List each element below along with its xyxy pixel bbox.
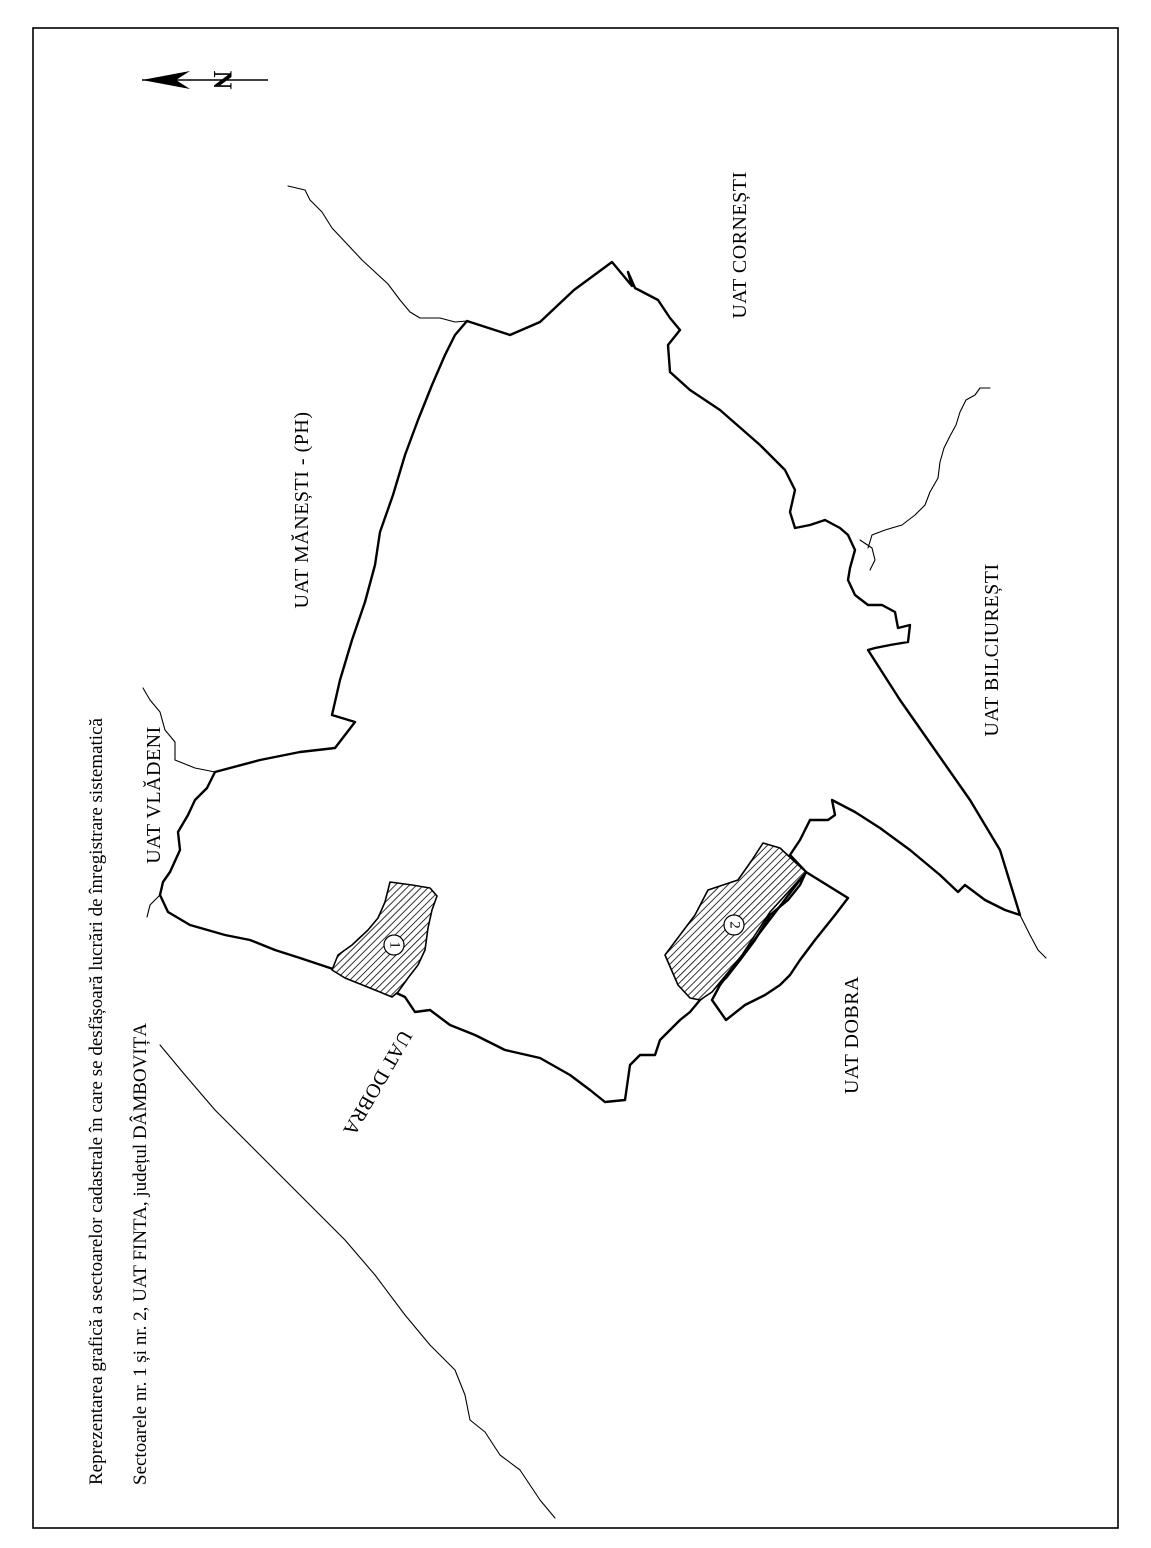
label-uat-manesti: UAT MĂNEȘTI - (PH) bbox=[291, 411, 313, 609]
label-uat-dobra-east: UAT DOBRA bbox=[841, 975, 863, 1095]
sector-2-number: 2 bbox=[726, 921, 743, 929]
map-title-line1: Reprezentarea grafică a sectoarelor cadastrale în care se desfășoară lucrări de înregistrare sistematică bbox=[86, 718, 107, 1485]
uat-finta-boundary bbox=[160, 262, 1020, 1102]
label-uat-bilciuresti: UAT BILCIUREȘTI bbox=[981, 563, 1003, 737]
label-uat-cornesti: UAT CORNEȘTI bbox=[729, 171, 751, 319]
sector-1-area[interactable] bbox=[332, 882, 437, 997]
north-label: N bbox=[208, 70, 238, 90]
boundary-line-dobra-start bbox=[147, 895, 160, 917]
river-line-northeast bbox=[868, 388, 990, 548]
label-uat-dobra-west: UAT DOBRA bbox=[338, 1026, 417, 1140]
label-uat-vladeni: UAT VLĂDENI bbox=[143, 726, 165, 864]
sector-1-number: 1 bbox=[386, 941, 403, 949]
north-arrow-icon bbox=[142, 71, 268, 90]
boundary-line-manesti bbox=[288, 186, 467, 322]
river-loop bbox=[860, 540, 875, 570]
map-title-line2: Sectoarele nr. 1 și nr. 2, UAT FINTA, județul DÂMBOVIȚA bbox=[130, 1023, 151, 1485]
boundary-line-south-tail bbox=[1020, 915, 1046, 958]
